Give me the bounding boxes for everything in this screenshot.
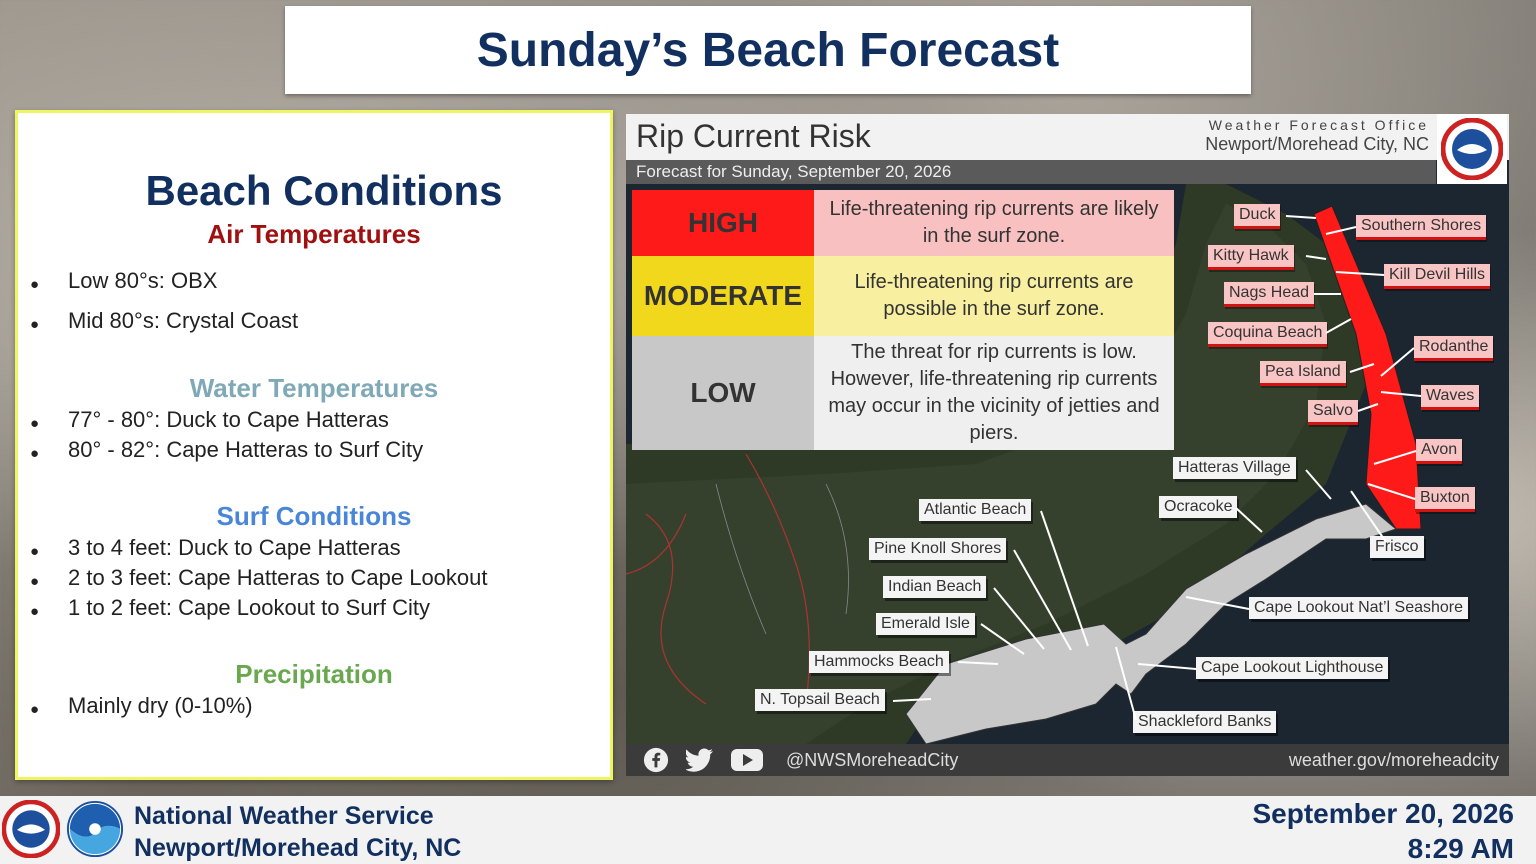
location-label: Rodanthe bbox=[1414, 336, 1493, 361]
social-handle[interactable]: @NWSMoreheadCity bbox=[786, 750, 959, 770]
legend-key-low: LOW bbox=[632, 336, 814, 450]
list-item: ● 77° - 80°: Duck to Cape Hatteras bbox=[30, 405, 423, 435]
location-label: Nags Head bbox=[1224, 282, 1314, 307]
facebook-icon[interactable] bbox=[642, 747, 670, 773]
air-temp-heading: Air Temperatures bbox=[207, 219, 421, 249]
title-banner bbox=[285, 6, 1251, 94]
org-line2: Newport/Morehead City, NC bbox=[134, 834, 462, 862]
footer-time: 8:29 AM bbox=[1407, 833, 1514, 864]
conditions-heading: Beach Conditions bbox=[145, 167, 503, 214]
location-label: Coquina Beach bbox=[1208, 322, 1327, 347]
list-item: ● 80° - 82°: Cape Hatteras to Surf City bbox=[30, 435, 423, 465]
location-label: Avon bbox=[1416, 439, 1462, 464]
location-label: Atlantic Beach bbox=[919, 499, 1031, 521]
website-link[interactable]: weather.gov/moreheadcity bbox=[1288, 750, 1499, 770]
surf-list bbox=[30, 533, 488, 623]
precip-heading: Precipitation bbox=[235, 659, 393, 689]
location-label: N. Topsail Beach bbox=[755, 689, 885, 711]
list-item: ● Mid 80°s: Crystal Coast bbox=[30, 301, 298, 341]
location-label: Ocracoke bbox=[1159, 496, 1237, 518]
location-label: Hatteras Village bbox=[1173, 457, 1296, 479]
leader-lines bbox=[626, 114, 1509, 776]
location-label: Duck bbox=[1234, 204, 1280, 229]
precip-list bbox=[30, 691, 253, 721]
location-label: Emerald Isle bbox=[876, 613, 975, 635]
page-title: Sunday’s Beach Forecast bbox=[476, 23, 1060, 77]
location-label: Kill Devil Hills bbox=[1384, 264, 1490, 289]
noaa-logo-icon bbox=[66, 800, 124, 858]
org-line1: National Weather Service bbox=[134, 802, 434, 830]
nws-logo bbox=[2, 800, 60, 858]
office-line1: Weather Forecast Office bbox=[1208, 117, 1429, 133]
map-footer bbox=[626, 744, 1509, 776]
location-label: Waves bbox=[1421, 385, 1479, 410]
water-temp-heading: Water Temperatures bbox=[189, 373, 439, 403]
water-temp-list bbox=[30, 405, 423, 465]
footer-bar bbox=[0, 796, 1536, 864]
list-item: ● Low 80°s: OBX bbox=[30, 261, 298, 301]
legend-desc-high: Life-threatening rip currents are likely in the surf zone. bbox=[814, 190, 1174, 256]
org-name bbox=[134, 800, 461, 864]
nws-seal-icon bbox=[2, 800, 60, 858]
youtube-icon[interactable] bbox=[730, 747, 764, 773]
list-item: ● 1 to 2 feet: Cape Lookout to Surf City bbox=[30, 593, 488, 623]
legend-desc-moderate: Life-threatening rip currents are possible in the surf zone. bbox=[814, 256, 1174, 336]
location-label: Cape Lookout Lighthouse bbox=[1196, 657, 1388, 679]
location-label: Salvo bbox=[1308, 400, 1358, 425]
noaa-logo bbox=[66, 800, 124, 858]
footer-date: September 20, 2026 bbox=[1252, 798, 1514, 829]
office-line2: Newport/Morehead City, NC bbox=[1205, 134, 1429, 154]
location-label: Frisco bbox=[1370, 536, 1424, 558]
location-label: Indian Beach bbox=[883, 576, 986, 598]
legend-desc-low: The threat for rip currents is low. However, life-threatening rip currents may occur in the vicinity of jetties and piers. bbox=[814, 336, 1174, 450]
map-subtitle: Forecast for Sunday, September 20, 2026 bbox=[636, 162, 952, 181]
rip-current-map-panel bbox=[626, 114, 1509, 776]
beach-conditions-panel bbox=[15, 110, 613, 780]
location-label: Cape Lookout Nat’l Seashore bbox=[1249, 597, 1468, 619]
location-label: Pine Knoll Shores bbox=[869, 538, 1006, 560]
location-label: Southern Shores bbox=[1356, 215, 1486, 240]
list-item: ● 3 to 4 feet: Duck to Cape Hatteras bbox=[30, 533, 488, 563]
location-label: Shackleford Banks bbox=[1133, 711, 1276, 733]
location-label: Hammocks Beach bbox=[809, 651, 949, 673]
legend-key-high: HIGH bbox=[632, 190, 814, 256]
legend-key-moderate: MODERATE bbox=[632, 256, 814, 336]
map-title: Rip Current Risk bbox=[636, 118, 871, 154]
surf-heading: Surf Conditions bbox=[216, 501, 412, 531]
twitter-icon[interactable] bbox=[686, 747, 714, 773]
air-temp-list bbox=[30, 261, 298, 341]
timestamp bbox=[1253, 796, 1515, 864]
location-label: Pea Island bbox=[1260, 361, 1346, 386]
location-label: Kitty Hawk bbox=[1208, 245, 1294, 270]
location-label: Buxton bbox=[1415, 487, 1475, 512]
list-item: ● Mainly dry (0-10%) bbox=[30, 691, 253, 721]
list-item: ● 2 to 3 feet: Cape Hatteras to Cape Lookout bbox=[30, 563, 488, 593]
